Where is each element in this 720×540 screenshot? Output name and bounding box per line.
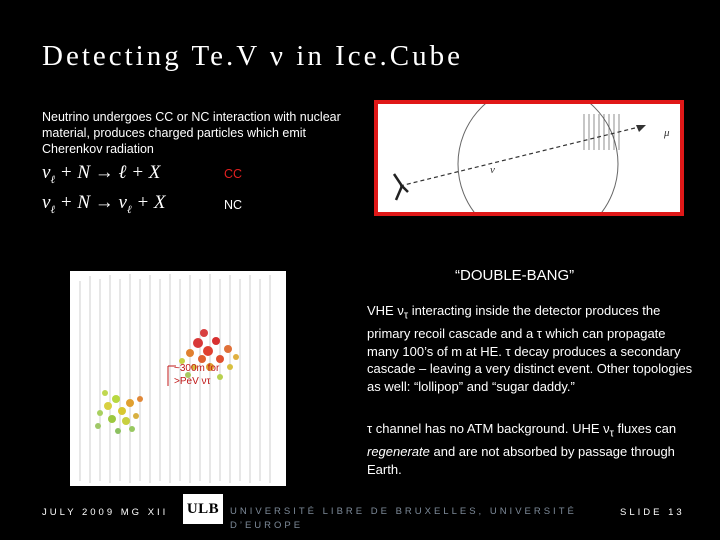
detector-string-array [584,114,619,150]
cc-equation: $\nu_\ell + N$ → ℓ + X [42,162,161,186]
double-bang-event-display [70,271,286,486]
tau-channel-description: τ channel has no ATM background. UHE $\nu_\tau$ fluxes can regenerate and are not absorbed by passage through Earth. [367,421,677,477]
slide-title: Detecting Te.V ν in Ice.Cube [42,40,463,72]
neutrino-label: ν [490,164,495,176]
lower-cascade-hits [95,390,143,434]
track-arrow-icon [636,125,646,132]
footer-date: JULY 2009 MG XII [42,507,169,518]
double-bang-title: “DOUBLE-BANG” [455,267,575,284]
double-bang-description: VHE $\nu_\tau$ interacting inside the detector produces the primary recoil cascade and a τ which can propagate many 100’s of m at HE. τ decay produces a secondary cascade – leaving a very distinct event. Other topologies as well: “lollipop” and “sugar daddy.” [367,303,693,394]
ulb-logo: ULB [183,494,223,524]
nc-label: NC [224,198,243,212]
footer-slide-number: SLIDE 13 [620,507,685,518]
detector-diagram-svg [378,104,680,212]
event-annotation-line1: ~300m for [174,363,220,374]
detector-diagram [374,100,684,216]
event-annotation-line2: >PeV ντ [174,376,211,387]
nc-equation: $\nu_\ell + N \to \nu_\ell + X$ [42,192,166,216]
particle-track [400,126,643,186]
cc-label: CC [224,167,243,181]
intro-text: Neutrino undergoes CC or NC interaction with nuclear material, produces charged particles which emit Cherenkov radiation [42,110,341,156]
footer-university: UNIVERSITÉ LIBRE DE BRUXELLES, UNIVERSITÉ D’EUROPE [230,506,577,531]
muon-label: μ [664,127,670,139]
neutrino-entry-icon [394,174,408,200]
